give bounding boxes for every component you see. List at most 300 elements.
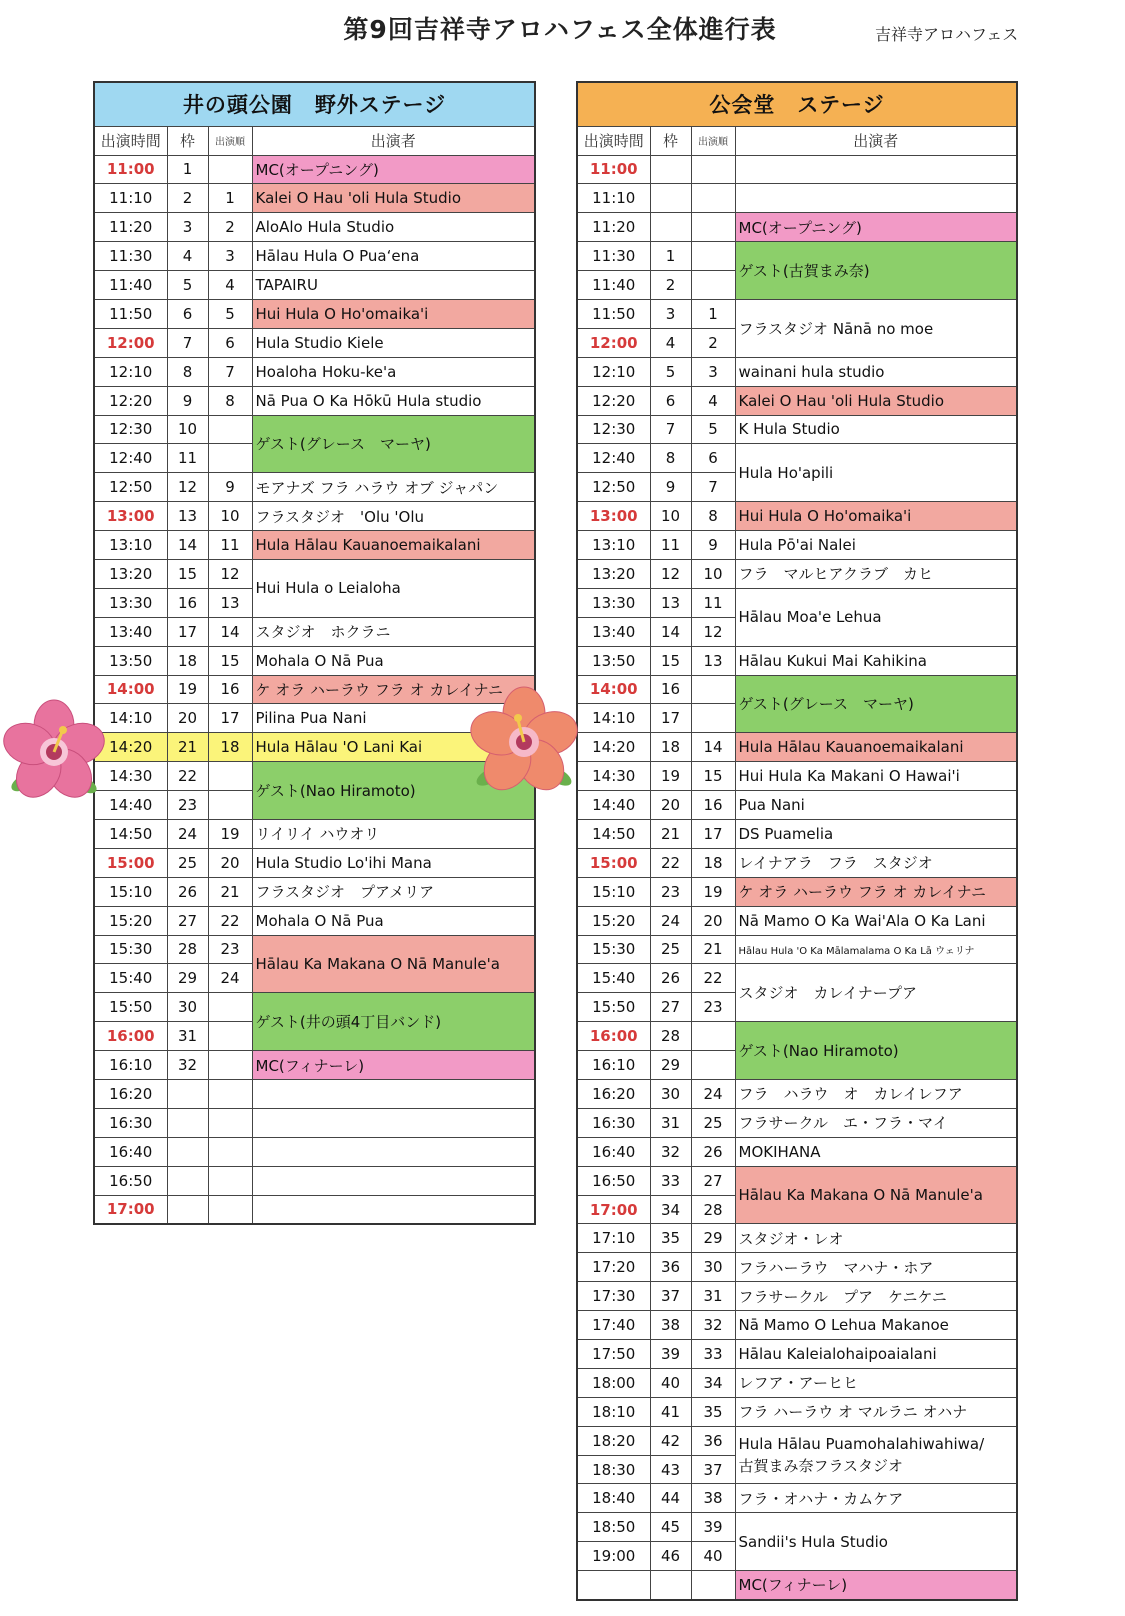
hall-row — [577, 299, 1017, 328]
order-cell — [208, 155, 252, 184]
performer-cell: フラ・オハナ・カムケア — [735, 1484, 1017, 1513]
slot-cell: 43 — [650, 1455, 691, 1484]
slot-cell: 22 — [650, 848, 691, 877]
time-cell: 13:50 — [94, 646, 167, 675]
outdoor-row — [94, 877, 535, 906]
performer-cell: モアナズ フラ ハラウ オブ ジャパン — [252, 473, 535, 502]
hall-row — [577, 1282, 1017, 1311]
order-cell: 35 — [691, 1397, 735, 1426]
slot-cell: 7 — [167, 328, 208, 357]
time-cell: 15:00 — [94, 848, 167, 877]
performer-cell — [252, 1166, 535, 1195]
slot-cell: 26 — [167, 877, 208, 906]
order-cell: 37 — [691, 1455, 735, 1484]
order-cell: 13 — [208, 588, 252, 617]
performer-cell: Hālau Ka Makana O Nā Manule'a — [252, 935, 535, 993]
performer-cell: ケ オラ ハーラウ フラ オ カレイナニ — [252, 675, 535, 704]
hall-row — [577, 906, 1017, 935]
order-cell — [691, 1571, 735, 1600]
time-cell: 16:00 — [94, 1022, 167, 1051]
time-cell: 16:10 — [577, 1051, 650, 1080]
order-cell — [208, 1166, 252, 1195]
time-cell: 11:40 — [577, 271, 650, 300]
performer-cell: Hula Pō'ai Nalei — [735, 531, 1017, 560]
performer-cell: Hula Hālau Kauanoemaikalani — [252, 531, 535, 560]
time-cell: 16:40 — [94, 1137, 167, 1166]
time-cell: 15:00 — [577, 848, 650, 877]
hall-row — [577, 502, 1017, 531]
col-performer-header: 出演者 — [735, 126, 1017, 155]
time-cell: 12:10 — [577, 357, 650, 386]
performer-cell: フラサークル プア ケニケニ — [735, 1282, 1017, 1311]
performer-cell: Hālau Kukui Mai Kahikina — [735, 646, 1017, 675]
hall-stage-schedule — [576, 81, 1018, 1601]
order-cell — [208, 415, 252, 444]
slot-cell: 17 — [167, 617, 208, 646]
performer-cell: Hālau Moa'e Lehua — [735, 588, 1017, 646]
hall-row — [577, 819, 1017, 848]
slot-cell: 1 — [167, 155, 208, 184]
time-cell: 11:20 — [577, 213, 650, 242]
slot-cell: 14 — [167, 531, 208, 560]
time-cell: 13:00 — [577, 502, 650, 531]
slot-cell: 28 — [167, 935, 208, 964]
order-cell: 7 — [208, 357, 252, 386]
time-cell: 14:00 — [94, 675, 167, 704]
col-slot-header: 枠 — [167, 126, 208, 155]
time-cell: 15:30 — [577, 935, 650, 964]
slot-cell: 16 — [167, 588, 208, 617]
slot-cell: 10 — [650, 502, 691, 531]
slot-cell: 36 — [650, 1253, 691, 1282]
hall-row — [577, 848, 1017, 877]
time-cell: 11:30 — [94, 242, 167, 271]
slot-cell: 18 — [650, 733, 691, 762]
outdoor-row — [94, 646, 535, 675]
slot-cell: 6 — [167, 299, 208, 328]
order-cell — [691, 1022, 735, 1051]
order-cell: 40 — [691, 1542, 735, 1571]
time-cell — [577, 1571, 650, 1600]
order-cell — [208, 993, 252, 1022]
time-cell: 15:20 — [577, 906, 650, 935]
time-cell: 14:10 — [94, 704, 167, 733]
performer-cell: フラ マルヒアクラブ カヒ — [735, 559, 1017, 588]
time-cell: 12:00 — [577, 328, 650, 357]
time-cell: 15:10 — [94, 877, 167, 906]
time-cell: 16:10 — [94, 1051, 167, 1080]
slot-cell: 37 — [650, 1282, 691, 1311]
slot-cell: 13 — [650, 588, 691, 617]
slot-cell: 32 — [650, 1137, 691, 1166]
time-cell: 16:20 — [94, 1080, 167, 1109]
slot-cell: 27 — [650, 993, 691, 1022]
hall-row — [577, 386, 1017, 415]
performer-cell: TAPAIRU — [252, 271, 535, 300]
slot-cell: 6 — [650, 386, 691, 415]
time-cell: 12:20 — [94, 386, 167, 415]
slot-cell: 11 — [650, 531, 691, 560]
time-cell: 14:50 — [577, 819, 650, 848]
time-cell: 16:00 — [577, 1022, 650, 1051]
slot-cell: 31 — [167, 1022, 208, 1051]
hall-row — [577, 1426, 1017, 1455]
hall-row — [577, 1513, 1017, 1542]
slot-cell: 10 — [167, 415, 208, 444]
col-slot-header: 枠 — [650, 126, 691, 155]
performer-cell: MOKIHANA — [735, 1137, 1017, 1166]
order-cell: 3 — [208, 242, 252, 271]
performer-cell: レイナアラ フラ スタジオ — [735, 848, 1017, 877]
slot-cell: 38 — [650, 1311, 691, 1340]
performer-cell: Pilina Pua Nani — [252, 704, 535, 733]
order-cell — [691, 675, 735, 704]
slot-cell: 5 — [167, 271, 208, 300]
time-cell: 19:00 — [577, 1542, 650, 1571]
slot-cell: 25 — [650, 935, 691, 964]
slot-cell: 3 — [650, 299, 691, 328]
order-cell: 25 — [691, 1108, 735, 1137]
hall-row — [577, 1022, 1017, 1051]
performer-cell: レフア・アーヒヒ — [735, 1368, 1017, 1397]
order-cell: 23 — [691, 993, 735, 1022]
time-cell: 13:20 — [94, 559, 167, 588]
performer-cell: AloAlo Hula Studio — [252, 213, 535, 242]
hall-row — [577, 646, 1017, 675]
order-cell: 28 — [691, 1195, 735, 1224]
outdoor-row — [94, 242, 535, 271]
hall-row — [577, 733, 1017, 762]
order-cell: 36 — [691, 1426, 735, 1455]
order-cell: 9 — [208, 473, 252, 502]
hall-row — [577, 1484, 1017, 1513]
slot-cell: 15 — [650, 646, 691, 675]
performer-cell: Mohala O Nā Pua — [252, 646, 535, 675]
order-cell: 17 — [691, 819, 735, 848]
outdoor-stage-title: 井の頭公園 野外ステージ — [94, 82, 535, 126]
time-cell: 15:20 — [94, 906, 167, 935]
order-cell: 3 — [691, 357, 735, 386]
time-cell: 12:50 — [94, 473, 167, 502]
time-cell: 11:50 — [94, 299, 167, 328]
performer-cell: Sandii's Hula Studio — [735, 1513, 1017, 1571]
slot-cell: 14 — [650, 617, 691, 646]
outdoor-row — [94, 617, 535, 646]
order-cell: 12 — [691, 617, 735, 646]
time-cell: 12:30 — [577, 415, 650, 444]
performer-cell: wainani hula studio — [735, 357, 1017, 386]
order-cell — [208, 1022, 252, 1051]
order-cell — [691, 242, 735, 271]
outdoor-row — [94, 1137, 535, 1166]
time-cell: 13:30 — [94, 588, 167, 617]
slot-cell — [650, 184, 691, 213]
order-cell: 16 — [691, 791, 735, 820]
order-cell: 13 — [691, 646, 735, 675]
hall-row — [577, 155, 1017, 184]
time-cell: 14:30 — [577, 762, 650, 791]
outdoor-row — [94, 155, 535, 184]
outdoor-row — [94, 213, 535, 242]
slot-cell: 2 — [650, 271, 691, 300]
slot-cell: 5 — [650, 357, 691, 386]
hall-row — [577, 762, 1017, 791]
order-cell: 1 — [691, 299, 735, 328]
hall-row — [577, 1340, 1017, 1369]
outdoor-row — [94, 386, 535, 415]
performer-cell: スタジオ ホクラニ — [252, 617, 535, 646]
order-cell: 7 — [691, 473, 735, 502]
performer-cell: Hula Hālau Kauanoemaikalani — [735, 733, 1017, 762]
order-cell: 33 — [691, 1340, 735, 1369]
order-cell — [208, 1137, 252, 1166]
outdoor-row — [94, 299, 535, 328]
order-cell: 21 — [691, 935, 735, 964]
order-cell: 17 — [208, 704, 252, 733]
slot-cell: 7 — [650, 415, 691, 444]
slot-cell — [650, 213, 691, 242]
time-cell: 14:10 — [577, 704, 650, 733]
outdoor-row — [94, 906, 535, 935]
outdoor-row — [94, 271, 535, 300]
performer-cell: Hula Studio Lo'ihi Mana — [252, 848, 535, 877]
hall-row — [577, 213, 1017, 242]
hall-row — [577, 1166, 1017, 1195]
hall-row — [577, 877, 1017, 906]
order-cell: 6 — [691, 444, 735, 473]
slot-cell: 11 — [167, 444, 208, 473]
time-cell: 11:10 — [94, 184, 167, 213]
col-performer-header: 出演者 — [252, 126, 535, 155]
outdoor-row — [94, 357, 535, 386]
slot-cell: 2 — [167, 184, 208, 213]
performer-cell: ゲスト(Nao Hiramoto) — [735, 1022, 1017, 1080]
performer-cell: フラスタジオ Nānā no moe — [735, 299, 1017, 357]
slot-cell: 30 — [650, 1080, 691, 1109]
order-cell: 10 — [208, 502, 252, 531]
time-cell: 16:50 — [94, 1166, 167, 1195]
performer-cell: Hālau Kaleialohaipoaialani — [735, 1340, 1017, 1369]
outdoor-row — [94, 1108, 535, 1137]
hall-row — [577, 184, 1017, 213]
outdoor-row — [94, 415, 535, 444]
slot-cell: 4 — [650, 328, 691, 357]
slot-cell: 29 — [650, 1051, 691, 1080]
order-cell — [208, 791, 252, 820]
time-cell: 16:40 — [577, 1137, 650, 1166]
hall-row — [577, 531, 1017, 560]
time-cell: 14:40 — [577, 791, 650, 820]
time-cell: 11:50 — [577, 299, 650, 328]
col-order-header: 出演順 — [208, 126, 252, 155]
performer-cell: Hula Ho'apili — [735, 444, 1017, 502]
performer-cell: MC(オープニング) — [252, 155, 535, 184]
order-cell: 32 — [691, 1311, 735, 1340]
time-cell: 11:10 — [577, 184, 650, 213]
time-cell: 18:30 — [577, 1455, 650, 1484]
time-cell: 14:20 — [577, 733, 650, 762]
performer-cell: Kalei O Hau 'oli Hula Studio — [735, 386, 1017, 415]
time-cell: 17:10 — [577, 1224, 650, 1253]
performer-cell: Pua Nani — [735, 791, 1017, 820]
performer-cell: MC(オープニング) — [735, 213, 1017, 242]
order-cell — [208, 444, 252, 473]
performer-cell: Nā Mamo O Ka Wai'Ala O Ka Lani — [735, 906, 1017, 935]
order-cell: 8 — [691, 502, 735, 531]
order-cell: 18 — [208, 733, 252, 762]
slot-cell: 3 — [167, 213, 208, 242]
slot-cell: 18 — [167, 646, 208, 675]
slot-cell: 41 — [650, 1397, 691, 1426]
hall-row — [577, 1253, 1017, 1282]
outdoor-row — [94, 531, 535, 560]
order-cell: 29 — [691, 1224, 735, 1253]
order-cell: 18 — [691, 848, 735, 877]
outdoor-row — [94, 184, 535, 213]
order-cell: 12 — [208, 559, 252, 588]
time-cell: 15:50 — [94, 993, 167, 1022]
slot-cell: 9 — [650, 473, 691, 502]
slot-cell: 42 — [650, 1426, 691, 1455]
outdoor-row — [94, 502, 535, 531]
order-cell — [208, 1051, 252, 1080]
performer-cell: フラスタジオ 'Olu 'Olu — [252, 502, 535, 531]
time-cell: 16:50 — [577, 1166, 650, 1195]
performer-cell: MC(フィナーレ) — [252, 1051, 535, 1080]
time-cell: 17:20 — [577, 1253, 650, 1282]
hibiscus-flower-icon — [0, 696, 108, 808]
performer-cell: Hula Hālau Puamohalahiwahiwa/ 古賀まみ奈フラスタジオ — [735, 1426, 1017, 1484]
slot-cell: 29 — [167, 964, 208, 993]
slot-cell: 25 — [167, 848, 208, 877]
time-cell: 16:20 — [577, 1080, 650, 1109]
time-cell: 12:30 — [94, 415, 167, 444]
performer-cell: DS Puamelia — [735, 819, 1017, 848]
slot-cell: 1 — [650, 242, 691, 271]
time-cell: 13:20 — [577, 559, 650, 588]
slot-cell: 32 — [167, 1051, 208, 1080]
performer-cell: Hula Studio Kiele — [252, 328, 535, 357]
slot-cell: 31 — [650, 1108, 691, 1137]
order-cell: 15 — [691, 762, 735, 791]
outdoor-row — [94, 819, 535, 848]
slot-cell: 21 — [167, 733, 208, 762]
order-cell: 31 — [691, 1282, 735, 1311]
hall-row — [577, 791, 1017, 820]
order-cell: 27 — [691, 1166, 735, 1195]
performer-cell: フラハーラウ マハナ・ホア — [735, 1253, 1017, 1282]
order-cell: 24 — [691, 1080, 735, 1109]
performer-cell — [252, 1080, 535, 1109]
time-cell: 15:40 — [94, 964, 167, 993]
time-cell: 12:00 — [94, 328, 167, 357]
performer-cell — [252, 1137, 535, 1166]
time-cell: 15:10 — [577, 877, 650, 906]
time-cell: 11:40 — [94, 271, 167, 300]
col-order-header: 出演順 — [691, 126, 735, 155]
outdoor-stage-schedule — [93, 81, 536, 1225]
time-cell: 11:00 — [94, 155, 167, 184]
hall-row — [577, 1108, 1017, 1137]
order-cell: 9 — [691, 531, 735, 560]
order-cell: 38 — [691, 1484, 735, 1513]
hall-row — [577, 1368, 1017, 1397]
performer-cell: ゲスト(古賀まみ奈) — [735, 242, 1017, 300]
performer-cell: ゲスト(井の頭4丁目バンド) — [252, 993, 535, 1051]
order-cell: 24 — [208, 964, 252, 993]
hall-row — [577, 1137, 1017, 1166]
time-cell: 14:40 — [94, 791, 167, 820]
time-cell: 17:30 — [577, 1282, 650, 1311]
slot-cell: 39 — [650, 1340, 691, 1369]
slot-cell: 33 — [650, 1166, 691, 1195]
order-cell: 5 — [208, 299, 252, 328]
order-cell — [208, 1195, 252, 1224]
hall-row — [577, 1397, 1017, 1426]
time-cell: 15:30 — [94, 935, 167, 964]
hall-row — [577, 1571, 1017, 1600]
time-cell: 18:10 — [577, 1397, 650, 1426]
outdoor-row — [94, 1051, 535, 1080]
time-cell: 17:50 — [577, 1340, 650, 1369]
order-cell: 23 — [208, 935, 252, 964]
order-cell: 10 — [691, 559, 735, 588]
time-cell: 18:50 — [577, 1513, 650, 1542]
time-cell: 17:40 — [577, 1311, 650, 1340]
time-cell: 11:30 — [577, 242, 650, 271]
performer-cell: スタジオ・レオ — [735, 1224, 1017, 1253]
slot-cell: 20 — [650, 791, 691, 820]
performer-cell: フラ ハラウ オ カレイレフア — [735, 1080, 1017, 1109]
slot-cell: 15 — [167, 559, 208, 588]
order-cell: 19 — [691, 877, 735, 906]
hall-stage-title: 公会堂 ステージ — [577, 82, 1017, 126]
performer-cell — [735, 184, 1017, 213]
slot-cell — [167, 1166, 208, 1195]
time-cell: 14:30 — [94, 762, 167, 791]
organizer-label: 吉祥寺アロハフェス — [875, 25, 1019, 44]
order-cell: 39 — [691, 1513, 735, 1542]
slot-cell: 12 — [650, 559, 691, 588]
order-cell — [691, 271, 735, 300]
slot-cell — [167, 1108, 208, 1137]
time-cell: 12:40 — [94, 444, 167, 473]
time-cell: 13:10 — [94, 531, 167, 560]
order-cell: 6 — [208, 328, 252, 357]
order-cell — [691, 184, 735, 213]
order-cell: 22 — [208, 906, 252, 935]
outdoor-row — [94, 559, 535, 588]
performer-cell: Hui Hula O Ho'omaika'i — [252, 299, 535, 328]
slot-cell: 19 — [167, 675, 208, 704]
hall-row — [577, 415, 1017, 444]
performer-cell — [252, 1195, 535, 1224]
order-cell — [208, 1080, 252, 1109]
order-cell — [208, 1108, 252, 1137]
performer-cell: フラスタジオ プアメリア — [252, 877, 535, 906]
time-cell: 14:20 — [94, 733, 167, 762]
time-cell: 18:00 — [577, 1368, 650, 1397]
slot-cell — [167, 1195, 208, 1224]
hall-row — [577, 1080, 1017, 1109]
slot-cell: 19 — [650, 762, 691, 791]
time-cell: 16:30 — [577, 1108, 650, 1137]
slot-cell: 24 — [650, 906, 691, 935]
slot-cell: 24 — [167, 819, 208, 848]
slot-cell: 26 — [650, 964, 691, 993]
outdoor-row — [94, 1195, 535, 1224]
performer-cell: Hālau Hula 'O Ka Mālamalama O Ka Lā ウェリナ — [735, 935, 1017, 964]
